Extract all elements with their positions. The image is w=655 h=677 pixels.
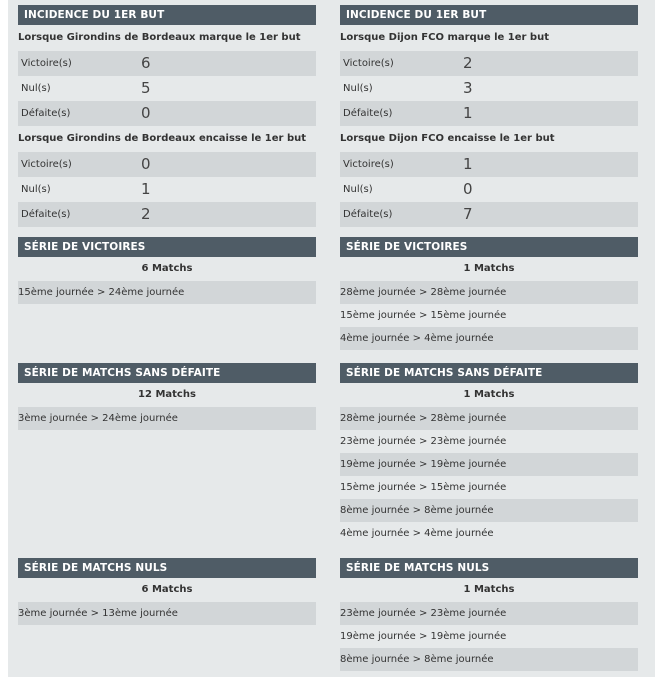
streak-row: 15ème journée > 15ème journée [340, 310, 507, 321]
section-header: SÉRIE DE MATCHS SANS DÉFAITE [340, 363, 638, 383]
first-goal-section [340, 5, 638, 227]
stat-value: 1 [141, 180, 151, 198]
stat-value: 0 [141, 104, 151, 122]
section-header: SÉRIE DE VICTOIRES [18, 237, 316, 257]
streak-row: 8ème journée > 8ème journée [340, 499, 638, 522]
stat-value: 6 [141, 54, 151, 72]
streak-row: 28ème journée > 28ème journée [340, 281, 638, 304]
stat-row-losses [340, 202, 638, 227]
streak-row: 3ème journée > 24ème journée [18, 407, 316, 430]
stat-label: Victoire(s) [343, 58, 394, 69]
streak-row: 15ème journée > 24ème journée [18, 281, 316, 304]
stat-label: Défaite(s) [343, 108, 393, 119]
streak-row: 19ème journée > 19ème journée [340, 631, 507, 642]
stat-row-wins [18, 152, 316, 177]
stat-label: Victoire(s) [21, 58, 72, 69]
streak-count: 6 Matchs [141, 263, 193, 274]
stat-label: Défaite(s) [21, 209, 71, 220]
stat-value: 3 [463, 79, 473, 97]
win-streak-section [18, 237, 316, 304]
stat-row-wins [18, 51, 316, 76]
streak-count: 1 Matchs [463, 263, 515, 274]
stat-row-draws [18, 76, 316, 101]
stat-value: 1 [463, 155, 473, 173]
concedes-first-subtitle: Lorsque Girondins de Bordeaux encaisse le 1er but [18, 133, 307, 144]
stat-row-wins [340, 152, 638, 177]
stat-label: Victoire(s) [343, 159, 394, 170]
draw-streak-section [340, 558, 638, 671]
stat-row-losses [18, 202, 316, 227]
stat-label: Défaite(s) [343, 209, 393, 220]
stats-page [8, 0, 655, 677]
concedes-first-subtitle: Lorsque Dijon FCO encaisse le 1er but [340, 133, 555, 144]
streak-row: 15ème journée > 15ème journée [340, 482, 507, 493]
scores-first-subtitle: Lorsque Girondins de Bordeaux marque le 1er but [18, 32, 301, 43]
stat-value: 0 [463, 180, 473, 198]
stat-label: Victoire(s) [21, 159, 72, 170]
stat-label: Défaite(s) [21, 108, 71, 119]
streak-row: 28ème journée > 28ème journée [340, 407, 638, 430]
streak-count: 12 Matchs [138, 389, 196, 400]
win-streak-section [340, 237, 638, 350]
stat-value: 2 [141, 205, 151, 223]
streak-row: 19ème journée > 19ème journée [340, 453, 638, 476]
streak-row: 23ème journée > 23ème journée [340, 436, 507, 447]
stat-label: Nul(s) [21, 184, 51, 195]
streak-row: 4ème journée > 4ème journée [340, 528, 494, 539]
section-header: INCIDENCE DU 1ER BUT [340, 5, 638, 25]
stat-row-losses [340, 101, 638, 126]
stat-row-draws [340, 76, 638, 101]
stat-row-losses [18, 101, 316, 126]
stat-value: 7 [463, 205, 473, 223]
section-header: SÉRIE DE VICTOIRES [340, 237, 638, 257]
streak-count: 1 Matchs [463, 389, 515, 400]
stat-row-wins [340, 51, 638, 76]
streak-row: 23ème journée > 23ème journée [340, 602, 638, 625]
unbeaten-streak-section [18, 363, 316, 430]
stat-label: Nul(s) [343, 83, 373, 94]
streak-row: 3ème journée > 13ème journée [18, 602, 316, 625]
streak-count: 1 Matchs [463, 584, 515, 595]
streak-row: 4ème journée > 4ème journée [340, 327, 638, 350]
stat-row-draws [340, 177, 638, 202]
section-header: SÉRIE DE MATCHS SANS DÉFAITE [18, 363, 316, 383]
stat-value: 2 [463, 54, 473, 72]
streak-row: 8ème journée > 8ème journée [340, 648, 638, 671]
section-header: SÉRIE DE MATCHS NULS [18, 558, 316, 578]
unbeaten-streak-section [340, 363, 638, 545]
stat-value: 1 [463, 104, 473, 122]
draw-streak-section [18, 558, 316, 625]
stat-value: 5 [141, 79, 151, 97]
stat-row-draws [18, 177, 316, 202]
first-goal-section [18, 5, 316, 227]
stat-value: 0 [141, 155, 151, 173]
section-header: SÉRIE DE MATCHS NULS [340, 558, 638, 578]
stat-label: Nul(s) [21, 83, 51, 94]
stat-label: Nul(s) [343, 184, 373, 195]
scores-first-subtitle: Lorsque Dijon FCO marque le 1er but [340, 32, 549, 43]
section-header: INCIDENCE DU 1ER BUT [18, 5, 316, 25]
streak-count: 6 Matchs [141, 584, 193, 595]
